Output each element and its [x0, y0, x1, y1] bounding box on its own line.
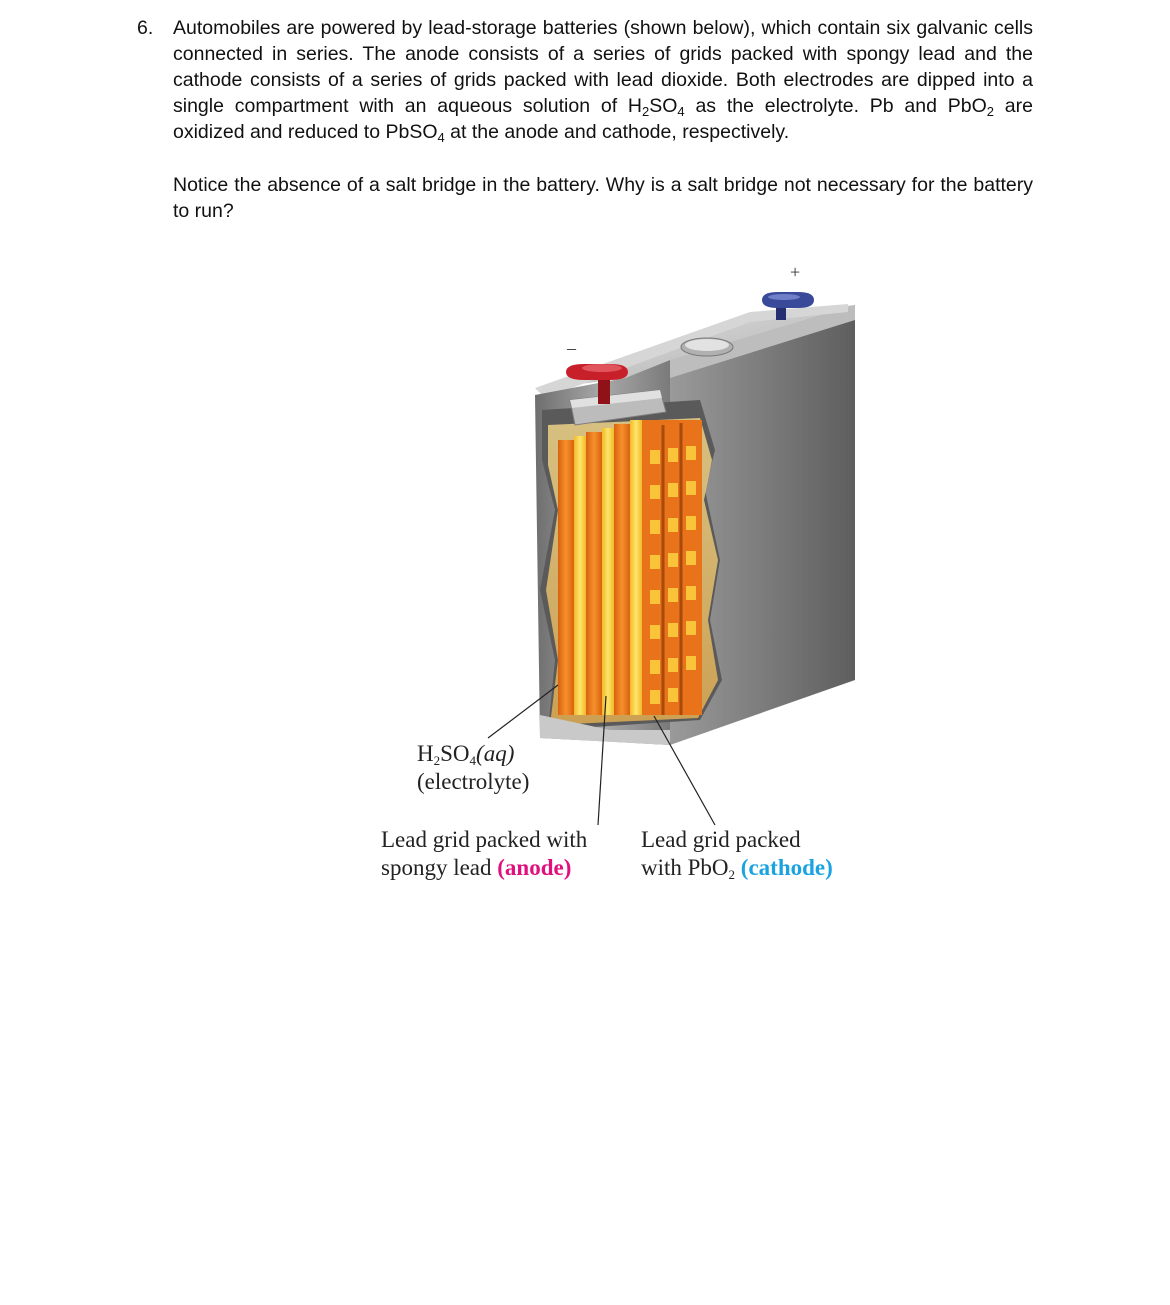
formula-sub-2: 2 — [433, 753, 441, 768]
cathode-sub-2: 2 — [728, 867, 736, 882]
p1-sub-1: 2 — [642, 104, 650, 119]
electrolyte-word: (electrolyte) — [417, 769, 530, 794]
p1-sub-4: 4 — [437, 130, 445, 145]
electrolyte-label — [417, 740, 529, 796]
anode-label-prefix: spongy lead — [381, 855, 498, 880]
p1-sub-3: 2 — [986, 104, 995, 119]
p1-text-e: at the anode and cathode, respectively. — [444, 121, 790, 143]
p1-sub-2: 4 — [677, 104, 685, 119]
p1-text-a: Automobiles are powered by lead-storage batteries (shown below), which contain six galvanic cells connected in series. The anode consists of a series of grids packed with spongy lead and the cathode consists of a series of grids packed with lead dioxide. Both electrodes are dipped into a single compartment with an aqueous solution of H — [173, 17, 1033, 117]
cathode-label-prefix: with PbO — [641, 855, 729, 880]
formula-so: SO — [440, 741, 470, 766]
formula-h: H — [417, 741, 434, 766]
question-paragraph-2: Notice the absence of a salt bridge in the battery. Why is a salt bridge not necessary for the battery to run? — [173, 174, 1033, 222]
cathode-highlight: (cathode) — [740, 855, 833, 880]
lead-plates — [558, 390, 702, 715]
p1-text-c: as the electrolyte. Pb and PbO — [684, 95, 987, 117]
electrolyte-formula — [417, 740, 529, 768]
positive-sign: + — [790, 262, 801, 282]
battery-figure — [370, 260, 860, 890]
anode-label-line2 — [381, 854, 587, 882]
cathode-label-line1: Lead grid packed — [641, 827, 801, 852]
cathode-label — [641, 826, 833, 882]
anode-label-line1: Lead grid packed with — [381, 827, 588, 852]
formula-sub-4: 4 — [469, 753, 477, 768]
anode-label — [381, 826, 587, 882]
p1-text-d: are oxidized and reduced to PbSO — [173, 95, 1033, 143]
anode-highlight: (anode) — [497, 855, 572, 880]
question-number: 6. — [137, 17, 154, 39]
p1-text-b: SO — [649, 95, 678, 117]
negative-sign: – — [567, 338, 576, 358]
cathode-label-line2 — [641, 854, 833, 882]
question-paragraph-1 — [173, 15, 1033, 145]
formula-aq: (aq) — [476, 741, 515, 766]
